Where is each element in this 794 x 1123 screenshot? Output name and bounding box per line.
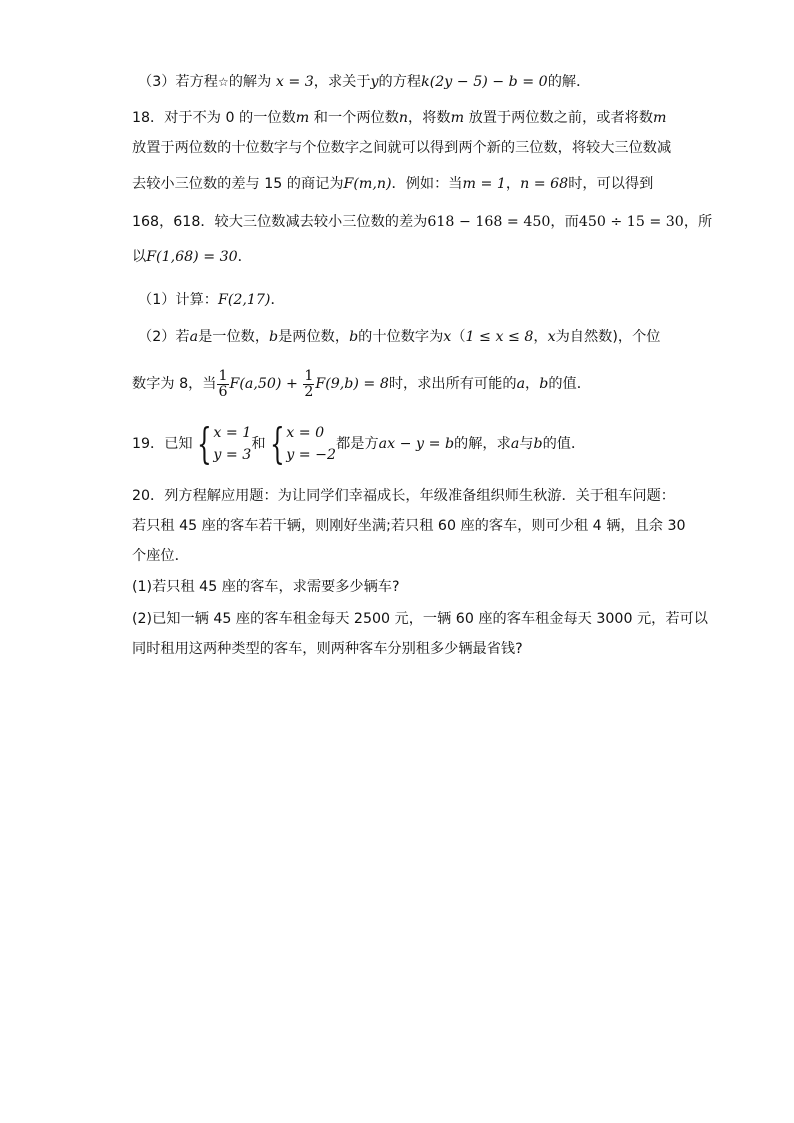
question-20-line-1: [132, 486, 675, 506]
math-expression: F(9,b) = 8: [315, 376, 389, 392]
question-20-line-2: [132, 516, 686, 536]
equation-system-2: [266, 419, 337, 468]
math-expression: F(a,50) +: [229, 376, 303, 392]
text: 的值．: [548, 376, 591, 392]
equation-system-1: [193, 419, 252, 468]
equation-row: y = 3: [213, 447, 252, 463]
text: ，所: [683, 214, 713, 230]
text: 和: [251, 436, 266, 452]
text: 和一个两位数: [309, 110, 399, 126]
fraction-numerator: 1: [218, 367, 228, 384]
question-18-part-1: [138, 290, 678, 310]
text: 放置于两位数之前，或者将数: [464, 110, 654, 126]
text: 的十位数字为: [358, 329, 444, 345]
equation-row: x = 1: [213, 425, 252, 441]
text: ，: [505, 176, 521, 192]
text: （2）若: [138, 329, 190, 345]
math-expression: ax − y = b: [378, 436, 455, 452]
left-brace-icon: {: [269, 419, 285, 468]
text: ．: [237, 249, 252, 265]
text: 20．列方程解应用题：为让同学们幸福成长，年级准备组织师生秋游．关于租车问题：: [132, 488, 675, 504]
text: 去较小三位数的差与 15 的商记为: [132, 176, 344, 192]
math-variable: m: [295, 110, 310, 126]
text: 是两位数，: [278, 329, 350, 345]
question-18-line-2: [132, 138, 672, 158]
fraction-denominator: 6: [218, 383, 228, 400]
question-18-part-2-line-2: [132, 368, 672, 400]
text: ，: [525, 376, 540, 392]
equation-rows: [286, 422, 336, 466]
text: 的解，求: [454, 436, 511, 452]
text: 18．对于不为 0 的一位数: [132, 110, 296, 126]
math-variable: x: [547, 329, 556, 345]
math-variable: b: [269, 329, 279, 345]
text: 若只租 45 座的客车若干辆，则刚好坐满;若只租 60 座的客车，则可少租 4 辆，且余 30: [132, 518, 686, 534]
math-variable: y: [370, 74, 379, 90]
text: （1）计算：: [138, 292, 218, 308]
text: (2)已知一辆 45 座的客车租金每天 2500 元，一辆 60 座的客车租金每天 3000 元，若可以: [132, 611, 708, 627]
text: 的值．: [542, 436, 586, 452]
math-variable: x: [443, 329, 452, 345]
math-variable: m: [450, 110, 465, 126]
text: 数字为 8，当: [132, 376, 217, 392]
text: 是一位数，: [198, 329, 270, 345]
fraction-numerator: 1: [304, 367, 314, 384]
text: 的解为: [228, 74, 276, 90]
question-17-part-3: [138, 72, 678, 92]
fraction-denominator: 2: [304, 383, 314, 400]
question-20-part-1: [132, 577, 672, 597]
math-variable: a: [516, 376, 526, 392]
star-symbol: ☆: [217, 75, 229, 89]
question-20-line-3: [132, 546, 672, 566]
text: 168，618．较大三位数减去较小三位数的差为: [132, 214, 428, 230]
text: 个座位．: [132, 548, 189, 564]
math-expression: F(2,17): [217, 292, 271, 308]
question-19: [132, 420, 672, 468]
math-expression: x = 3: [275, 74, 314, 90]
math-expression: k(2y − 5) − b = 0: [421, 74, 548, 90]
math-expression: 450 ÷ 15 = 30: [578, 214, 684, 230]
text: ，而: [550, 214, 579, 230]
text: 时，求出所有可能的: [388, 376, 517, 392]
left-brace-icon: {: [196, 419, 212, 468]
math-variable: a: [189, 329, 199, 345]
math-expression: 1 ≤ x ≤ 8: [465, 329, 534, 345]
math-variable: n: [398, 110, 409, 126]
text: 时，可以得到: [568, 176, 654, 192]
fraction-one-sixth: [217, 369, 228, 400]
question-18-line-1: [132, 108, 672, 128]
text: 为自然数)，个位: [555, 329, 661, 345]
math-expression: F(m,n): [343, 176, 392, 192]
question-20-part-2-line-2: [132, 639, 672, 659]
math-expression: 618 − 168 = 450: [427, 214, 551, 230]
question-18-line-4: [132, 212, 713, 232]
math-expression: n = 68: [520, 176, 569, 192]
equation-rows: [213, 422, 251, 466]
text: 与: [519, 436, 534, 452]
equation-row: x = 0: [286, 425, 325, 441]
text: （3）若方程: [138, 74, 218, 90]
text: ，将数: [408, 110, 451, 126]
equation-row: y = −2: [286, 447, 337, 463]
text: ．例如：当: [391, 176, 463, 192]
text: 以: [132, 249, 147, 265]
math-variable: b: [539, 376, 549, 392]
text: ，求关于: [313, 74, 371, 90]
math-expression: m = 1: [462, 176, 506, 192]
text: (1)若只租 45 座的客车，求需要多少辆车?: [132, 579, 400, 595]
question-18-part-2-line-1: [138, 327, 678, 347]
math-variable: a: [510, 436, 520, 452]
fraction-one-half: [303, 369, 314, 400]
text: 的解．: [547, 74, 591, 90]
text: （: [451, 329, 466, 345]
math-variable: m: [653, 110, 667, 126]
text: 同时租用这两种类型的客车，则两种客车分别租多少辆最省钱?: [132, 641, 523, 657]
math-variable: b: [533, 436, 543, 452]
text: 19．已知: [132, 436, 193, 452]
math-variable: b: [349, 329, 359, 345]
question-20-part-2-line-1: [132, 609, 708, 629]
text: ．: [270, 292, 285, 308]
text: 都是方: [336, 436, 379, 452]
math-expression: F(1,68) = 30: [146, 249, 238, 265]
text: 放置于两位数的十位数字与个位数字之间就可以得到两个新的三位数，将较大三位数减: [132, 140, 672, 156]
text: 的方程: [378, 74, 422, 90]
question-18-line-5: [132, 247, 672, 267]
question-18-line-3: [132, 174, 672, 194]
text: ，: [533, 329, 548, 345]
